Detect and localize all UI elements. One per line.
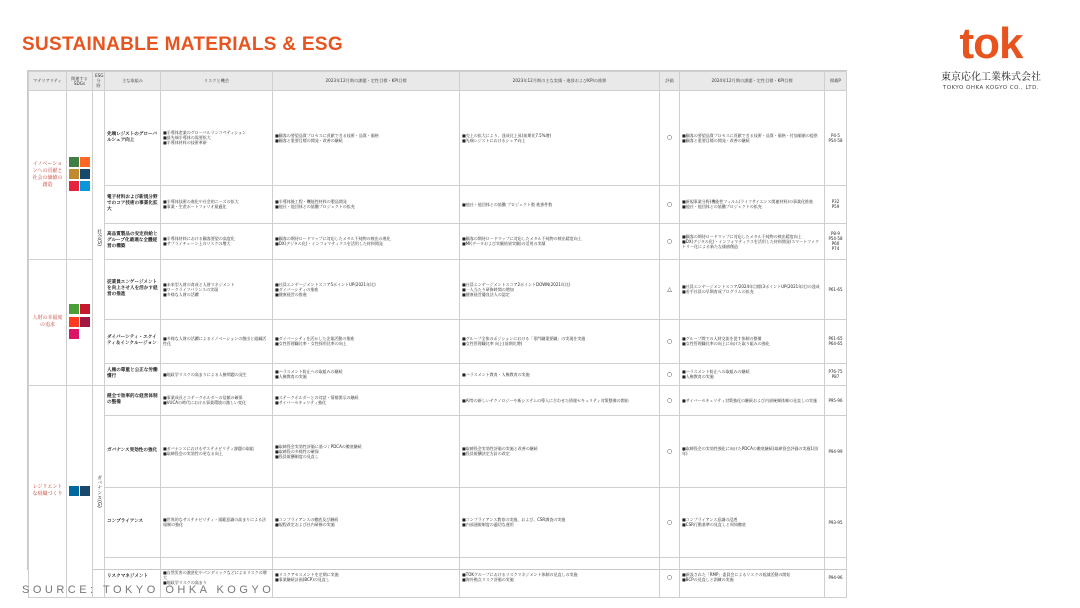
sdg-icons-group (67, 259, 93, 385)
evaluation-mark: ○ (660, 385, 680, 415)
sdg-9-icon (69, 157, 79, 167)
theme-cell: 電子材料および新規分野でのコア技術の事業化拡大 (105, 185, 161, 223)
page-reference: P94-99 (825, 415, 847, 487)
next-target-cell: ■新規事業分野(機能性フィルム/ライフサイエンス関連材料)の事業化推進 ■他社・他団体との協働プロジェクトの拡充 (680, 185, 825, 223)
theme-cell: 先端レジストのグローバルシェア向上 (105, 90, 161, 185)
header-evaluation: 評価 (660, 72, 680, 91)
risk-cell: ■事業成長とステークホルダーの信頼の確保 ■VUCAの時代における事業環境の激しい変化 (161, 385, 273, 415)
target-cell: ■ハラスメント防止への取組みの継続 ■人権教育の実施 (273, 363, 460, 385)
sdg-3-icon (69, 304, 79, 314)
next-target-cell: ■グループ間での人財交流を促す体制の整備 ■女性管理職比率の向上に向けた取り組みの強化 (680, 319, 825, 363)
theme-cell: 健全で効率的な経営体制の整備 (105, 385, 161, 415)
company-logo (936, 19, 1046, 91)
evaluation-mark: ○ (660, 319, 680, 363)
table-row (29, 185, 847, 223)
materiality-wellbeing: 人財の幸福度の追求 (29, 259, 67, 385)
logo-wordmark: tok (959, 19, 1023, 68)
logo-english-name: TOKYO OHKA KOGYO CO., LTD. (942, 85, 1040, 91)
next-target-cell: ■社員エンゲージメントスコア/2024年目標(3ポイントUP(2021年比)の達成 ■若手社員の早期育成プログラムの拡充 (680, 259, 825, 319)
table-header-row (29, 72, 847, 91)
target-cell: ■顧客の期待ロードマップに対応したメタル不純物の検出の進化 ■DX(デジタル化)・インフォマティクスを活用した材料開発 (273, 223, 460, 259)
page-reference: P93-95 (825, 487, 847, 557)
theme-cell: 従業員エンゲージメントを向上させ人を活かす経営の推進 (105, 259, 161, 319)
theme-cell: コンプライアンス (105, 487, 161, 557)
materiality-table-document (27, 70, 847, 585)
esg-social: 社会(S) (93, 90, 105, 385)
result-cell: ■ハラスメント教育・人権教育の実施 (460, 363, 660, 385)
theme-cell: 高品質製品の安定供給とグループ化最適な全體経営の構築 (105, 223, 161, 259)
evaluation-mark: ○ (660, 415, 680, 487)
sdg-12-icon (69, 169, 79, 179)
table-row (29, 363, 847, 385)
sdg-5-icon (69, 317, 79, 327)
risk-cell: ■半導体材料における顧客要望の高度化 ■サプライチェーン上のリスクの増大 (161, 223, 273, 259)
risk-cell: ■未来型人財の育成と人財マネジメント ■ワークライフバランスの実現 ■多様な人財の活躍 (161, 259, 273, 319)
header-initiative: 主な取組み (105, 72, 161, 91)
next-target-cell: ■新設された「RMP」委員会によるリスクの低減活動の開始 ■BCPの見直しと訓練の実施 (680, 557, 825, 597)
page-reference: P76-75 P87 (825, 363, 847, 385)
header-sdgs: 関連するSDGs (67, 72, 93, 91)
risk-cell: ■半導体技術の進化や社会的ニーズの拡大 ■事業・生産ポートフォリオ最適化 (161, 185, 273, 223)
risk-cell: ■半導体産業のグローバルリンコペティション ■最先端半導体の需要拡大 ■半導体材料の技術革新 (161, 90, 273, 185)
next-target-cell: ■サイバーセキュリティ対策強化の継続および内部統制体制の見直しの実施 (680, 385, 825, 415)
source-footer: SOURCE: TOKYO OHKA KOGYO (22, 584, 275, 596)
header-materiality: マテリアリティ (29, 72, 67, 91)
table-row (29, 223, 847, 259)
table-row (29, 319, 847, 363)
risk-cell: ■世界的なサステナビリティ・規範意識の高まりによる法規制の強化 (161, 487, 273, 557)
logo-japanese-name: 東京応化工業株式会社 (941, 72, 1041, 83)
page-reference: P94-96 (825, 557, 847, 597)
header-page: 掲載P (825, 72, 847, 91)
sdg-4-icon (80, 304, 90, 314)
evaluation-mark: ○ (660, 185, 680, 223)
materiality-table (28, 71, 847, 598)
header-esg: ESG分野 (93, 72, 105, 91)
table-row (29, 259, 847, 319)
target-cell: ■コンプライアンスの徹底及び継続 ■規程改定および社内研修の実施 (273, 487, 460, 557)
evaluation-mark: △ (660, 259, 680, 319)
target-cell: ■社員エンゲージメントスコア5ポイントUP(2021年比) ■ダイバーシティの推進 ■健康経営の推進 (273, 259, 460, 319)
page-title: SUSTAINABLE MATERIALS & ESG (22, 34, 343, 55)
evaluation-mark: ○ (660, 557, 680, 597)
esg-governance: ガバナンス(G) (93, 385, 105, 597)
next-target-cell: ■顧客の期待ロードマップに対応したメタル不純物の検出精度向上 ■DX(デジタル化)・インフォマティクスを活用した材料開発/スマートファクトリー化による新たな価値創造 (680, 223, 825, 259)
sdg-17-icon (80, 169, 90, 179)
result-cell: ■取締役会実効性評価の実施と改善の継続 ■役員報酬決定方針の改定 (460, 415, 660, 487)
target-cell: ■半導体後工程・機能性材料の製品開発 ■他社・他団体との協働プロジェクトの拡充 (273, 185, 460, 223)
materiality-resilience: レジリエントな組織づくり (29, 385, 67, 597)
page-reference: P61-65 P64-65 (825, 319, 847, 363)
result-cell: ■社員エンゲージメントスコア2ポイントDOWN(2021年比) ■一人当たり研修時間の増加 ■健康経営優良法人の認定 (460, 259, 660, 319)
table-row (29, 415, 847, 487)
risk-cell: ■地政学リスクの高まりによる人権問題の発生 (161, 363, 273, 385)
next-target-cell: ■コンプライアンス意識の浸透 ■CSR行動基準の見直しと周知徹底 (680, 487, 825, 557)
theme-cell: 人権の尊重と公正な労働慣行 (105, 363, 161, 385)
evaluation-mark: ○ (660, 487, 680, 557)
evaluation-mark: ○ (660, 223, 680, 259)
result-cell: ■コンプライアンス教育の実施、および、CSR調査の実施 ■内部通報制度の適切な運用 (460, 487, 660, 557)
header-results-2023: 2023年12月期の主な実績・進捗およびKPIの推移 (460, 72, 660, 91)
evaluation-mark: ○ (660, 90, 680, 185)
result-cell: ■他社・他団体との協働 プロジェクト数 進捗件数 (460, 185, 660, 223)
sdg-9-industry-icon (80, 157, 90, 167)
risk-cell: ■多様な人財の活躍によるイノベーションの創出と組織活性化 (161, 319, 273, 363)
page-reference: P8-9 P54-58 P60 P74 (825, 223, 847, 259)
theme-cell: ガバナンス実効性の強化 (105, 415, 161, 487)
target-cell: ■ステークホルダーとの対話・情報開示の継続 ■サイバーセキュリティ強化 (273, 385, 460, 415)
sdg-1-icon (69, 181, 79, 191)
result-cell: ■売上の拡大により、達成比上昇(前期比7.5%増) ■先端レジストにおけるシェア向上 (460, 90, 660, 185)
result-cell: ■TOKグループにおけるリスクマネジメント体制の見直しの実施 ■海外拠点リスク評価の実施 (460, 557, 660, 597)
header-target-2024: 2024年12月期の課題・定性目標・KPI目標 (680, 72, 825, 91)
table-row (29, 385, 847, 415)
target-cell: ■取締役会実効性評価に基づくPDCAの徹底継続 ■取締役の多様性の確保 ■役員報酬制度の見直し (273, 415, 460, 487)
result-cell: ■AI等の新しいテクノロジーや新システムの導入に合わせた情報セキュリティ対策整備の開始 (460, 385, 660, 415)
result-cell: ■顧客の期待ロードマップに対応したメタル不純物の検出精度向上 ■MI(データおよび実験結果実験)の活用の実績 (460, 223, 660, 259)
sdg-icons-group (67, 385, 93, 597)
sdg-17-icon (80, 486, 90, 496)
page-reference: P4-5 P54-58 (825, 90, 847, 185)
materiality-innovation: イノベーションへの貢献と社会の価値の創造 (29, 90, 67, 259)
table-row (29, 90, 847, 185)
table-row (29, 487, 847, 557)
page-reference: P95-96 (825, 385, 847, 415)
result-cell: ■グループ全体のポジションにおける「専門職重要職」の実現を実施 ■女性管理職比率 向上(前期比増) (460, 319, 660, 363)
risk-cell: ■自然災害の激甚化やパンデミックなどによるリスクの増大 ■地政学リスクの高まり (161, 557, 273, 597)
sdg-icons-group (67, 90, 93, 259)
target-cell: ■顧客の要望品質プロセスに貢献できる技術・品質・価格 ■顧客と重要目標の開発・改善の継続 (273, 90, 460, 185)
sdg-14-icon (80, 181, 90, 191)
sdg-16-icon (69, 486, 79, 496)
next-target-cell: ■ハラスメント防止への取組みの継続 ■人権教育の実施 (680, 363, 825, 385)
risk-cell: ■ガバナンスにおけるサステナビリティ課題の取組 ■取締役会の実効性の更なる向上 (161, 415, 273, 487)
theme-cell: ダイバーシティ・エクイティ＆インクルージョン (105, 319, 161, 363)
sdg-8-icon (80, 317, 90, 327)
header-target-2023: 2023年12月期の課題・定性目標・KPI目標 (273, 72, 460, 91)
next-target-cell: ■顧客の要望品質プロセスに貢献できる技術・品質・価格・付加価値の提供 ■顧客と重要目標の開発・改善の継続 (680, 90, 825, 185)
target-cell: ■リスクアセスメントを定期に実施 ■事業継続計画(BCP)の見直し (273, 557, 460, 597)
evaluation-mark: ○ (660, 363, 680, 385)
theme-cell: リスクマネジメント (105, 557, 161, 597)
next-target-cell: ■取締役会の実効性強化に向けたPDCAの徹底継続(取締役会評価の実施1回/年) (680, 415, 825, 487)
target-cell: ■ダイバーシティを活かした企業活動の推進 ■女性管理職比率・女性採用比率の向上 (273, 319, 460, 363)
page-reference: P61-65 (825, 259, 847, 319)
page-reference: P32 P59 (825, 185, 847, 223)
sdg-10-icon (69, 329, 79, 339)
header-risk: リスクと機会 (161, 72, 273, 91)
